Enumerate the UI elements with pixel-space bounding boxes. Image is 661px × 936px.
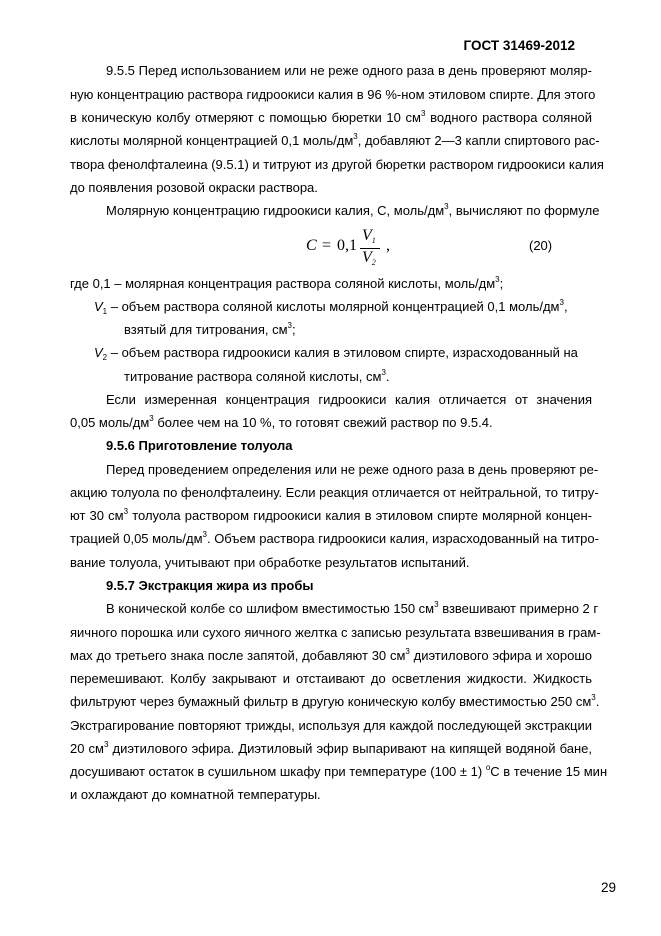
paragraph-9-5-7-line: перемешивают. Колбу закрывают и отстаивают до осветления жидкости. Жидкость [70,671,592,686]
paragraph-9-5-6-line: акцию толуола по фенолфталеину. Если реакция отличается от нейтральной, то титру- [70,485,599,500]
paragraph-9-5-5-line: кислоты молярной концентрацией 0,1 моль/$дм^3$, добавляют 2—3 капли спиртового рас- [70,132,600,148]
paragraph-9-5-5-line: до появления розовой окраски раствора. [70,180,318,195]
paragraph-9-5-7-line: Экстрагирование повторяют трижды, используя для каждой последующей экстракции [70,718,592,733]
paragraph-9-5-5-line: в коническую колбу отмеряют с помощью бюретки 10 $см^3$ водного раствора соляной [70,109,592,125]
formula-denominator: $V_2$ [362,249,376,267]
where-v2-line: $V_2$ – объем раствора гидроокиси калия в этиловом спирте, израсходованный на [94,345,578,362]
paragraph-9-5-5-line: ную концентрацию раствора гидроокиси калия в 96 %-ном этиловом спирте. Для этого [70,87,596,102]
paragraph-9-5-6-line: ют 30 $см^3$ толуола раствором гидроокиси калия в этиловом спирте молярной концен- [70,507,592,523]
paragraph-9-5-6-line: вание толуола, учитывают при обработке результатов испытаний. [70,555,470,570]
paragraph-9-5-5-line: твора фенолфталеина (9.5.1) и титруют из другой бюретки раствором гидроокиси калия [70,157,604,172]
paragraph-9-5-7-line: 20 $см^3$ диэтилового эфира. Диэтиловый эфир выпаривают на кипящей водяной бане, [70,740,592,756]
paragraph-9-5-7-line: фильтруют через бумажный фильтр в другую коническую колбу вместимостью 250 $см^3$. [70,693,600,709]
paragraph-9-5-7-line: и охлаждают до комнатной температуры. [70,787,321,802]
where-v1-line: взятый для титрования, $см^3$; [124,321,296,337]
paragraph-9-5-7-line: досушивают остаток в сушильном шкафу при температуре (100 ± 1) $^o$С в течение 15 мин [70,763,608,779]
equation-number: (20) [529,238,553,253]
formula-20: C = 0,1 $V_1$ $V_2$ , [306,227,390,267]
paragraph-9-5-7-line: мах до третьего знака после запятой, добавляют 30 $см^3$ диэтилового эфира и хорошо [70,647,593,663]
where-line: где 0,1 – молярная концентрация раствора соляной кислоты, моль/$дм^3$; [70,275,504,291]
paragraph-9-5-7-line: яичного порошка или сухого яичного желтка с записью результата взвешивания в грам- [70,625,601,640]
where-v2-line: титрование раствора соляной кислоты, $см^3$. [124,368,390,384]
section-heading-9-5-6: 9.5.6 Приготовление толуола [106,438,293,453]
paragraph-9-5-7-line: В конической колбе со шлифом вместимостью 150 $см^3$ взвешивают примерно 2 г [106,600,599,616]
paragraph-9-5-6-line: Перед проведением определения или не реже одного раза в день проверяют ре- [106,462,599,477]
paragraph-line: 0,05 моль/$дм^3$ более чем на 10 %, то готовят свежий раствор по 9.5.4. [70,414,493,430]
document-header: ГОСТ 31469-2012 [463,38,575,53]
paragraph-9-5-5-line: 9.5.5 Перед использованием или не реже одного раза в день проверяют моляр- [106,63,592,78]
page-number: 29 [600,880,616,895]
formula-numerator: $V_1$ [362,227,376,245]
section-heading-9-5-7: 9.5.7 Экстракция жира из пробы [106,578,314,593]
where-v1-line: $V_1$ – объем раствора соляной кислоты молярной концентрацией 0,1 моль/$дм^3$, [94,298,568,316]
paragraph-9-5-6-line: трацией 0,05 моль/$дм^3$. Объем раствора гидроокиси калия, израсходованный на титро- [70,530,599,546]
formula-intro-line: Молярную концентрацию гидроокиси калия, С, моль/$дм^3$, вычисляют по формуле [106,202,600,218]
paragraph-line: Если измеренная концентрация гидроокиси калия отличается от значения [106,392,592,407]
